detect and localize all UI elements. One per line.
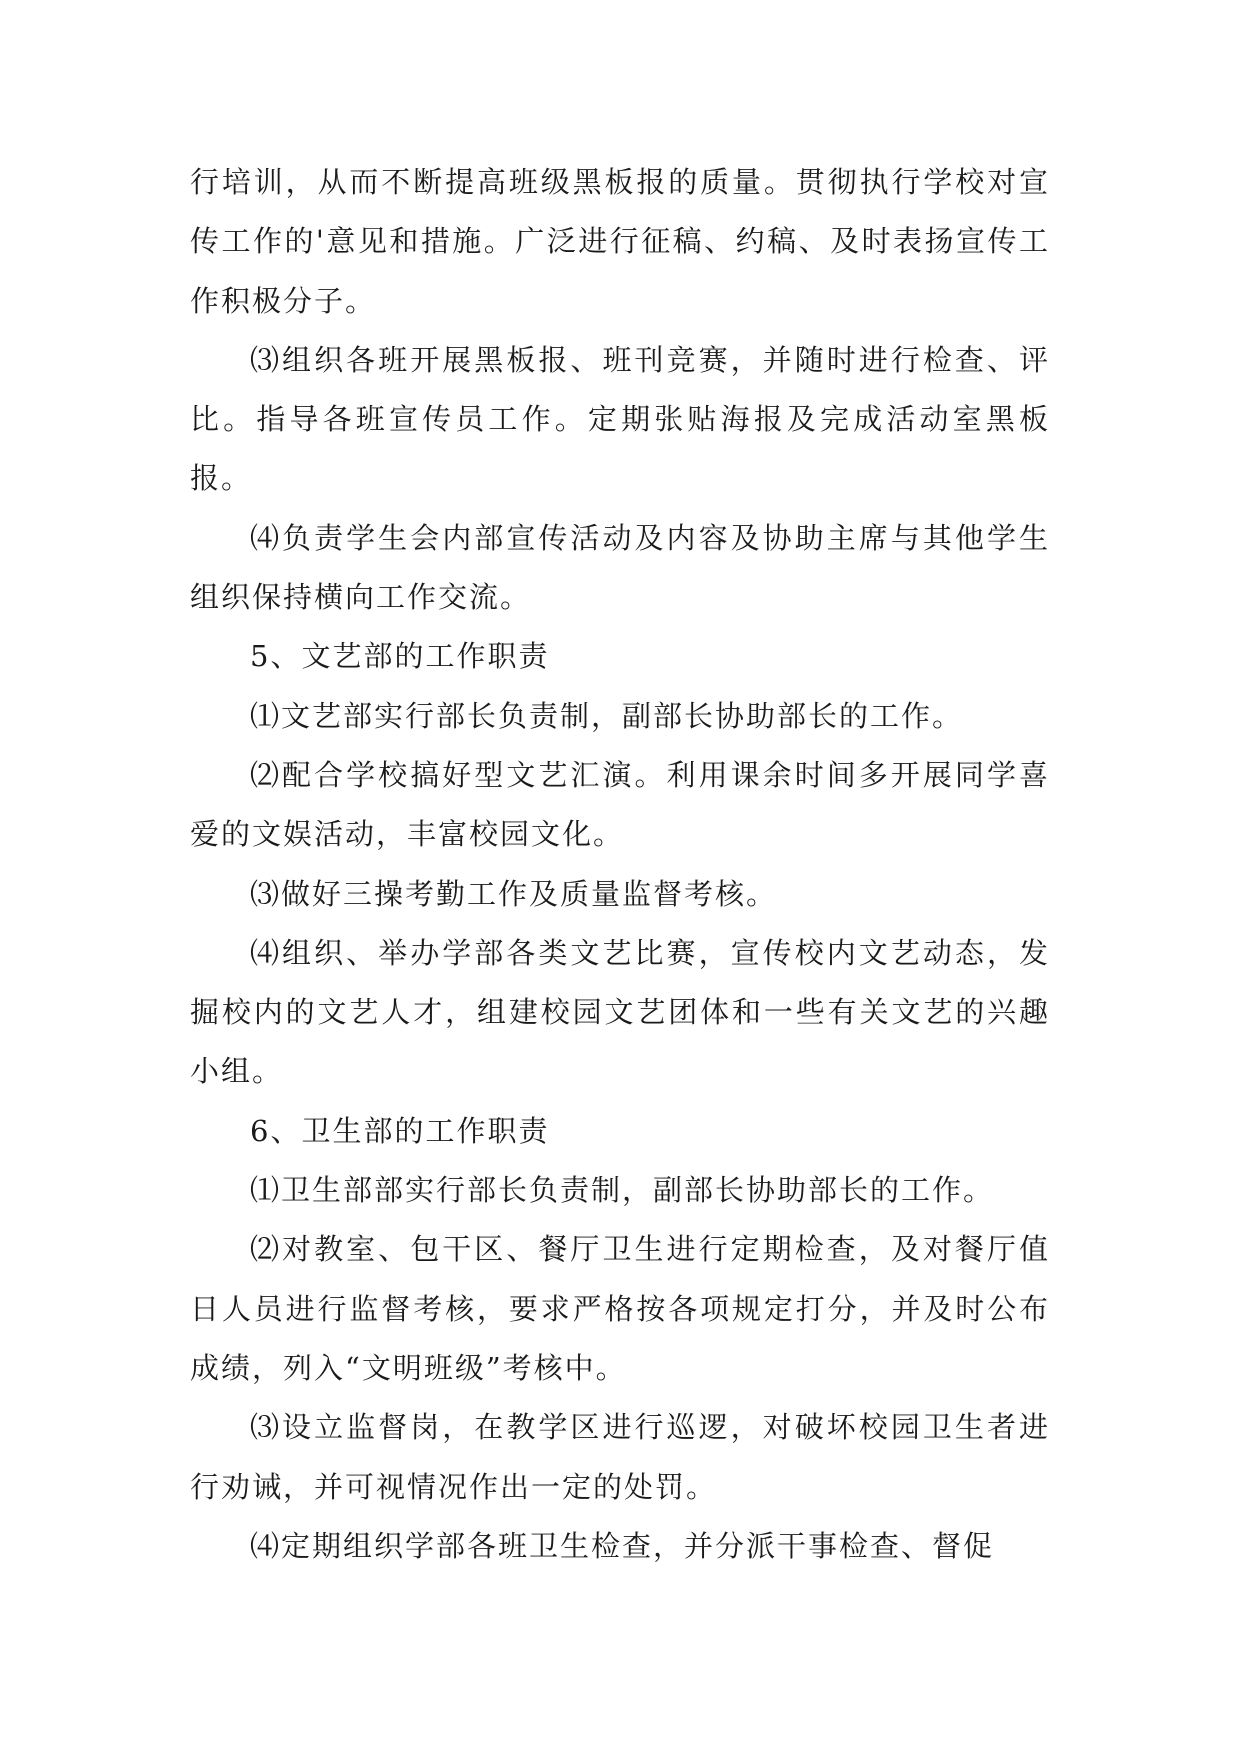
section-heading-arts: 5、文艺部的工作职责 <box>250 639 550 674</box>
document-body <box>190 153 1050 1576</box>
paragraph-item-1-health: ⑴卫生部部实行部长负责制，副部长协助部长的工作。 <box>250 1173 995 1208</box>
paragraph-item-4-arts: ⑷组织、举办学部各类文艺比赛，宣传校内文艺动态，发掘校内的文艺人才，组建校园文艺团体和一些有关文艺的兴趣小组。 <box>190 935 1050 1089</box>
paragraph-item-2-arts: ⑵配合学校搞好型文艺汇演。利用课余时间多开展同学喜爱的文娱活动，丰富校园文化。 <box>190 757 1050 852</box>
paragraph-item-3-publicity: ⑶组织各班开展黑板报、班刊竞赛，并随时进行检查、评比。指导各班宣传员工作。定期张贴海报及完成活动室黑板报。 <box>190 342 1050 496</box>
paragraph-continuation: 行培训，从而不断提高班级黑板报的质量。贯彻执行学校对宣传工作的'意见和措施。广泛进行征稿、约稿、及时表扬宣传工作积极分子。 <box>190 165 1050 318</box>
paragraph-item-3-health: ⑶设立监督岗，在教学区进行巡逻，对破坏校园卫生者进行劝诫，并可视情况作出一定的处罚。 <box>190 1410 1050 1504</box>
paragraph-item-2-health: ⑵对教室、包干区、餐厅卫生进行定期检查，及对餐厅值日人员进行监督考核，要求严格按各项规定打分，并及时公布成绩，列入“文明班级”考核中。 <box>190 1232 1050 1385</box>
paragraph-item-1-arts: ⑴文艺部实行部长负责制，副部长协助部长的工作。 <box>250 698 964 733</box>
paragraph-item-4-health: ⑷定期组织学部各班卫生检查，并分派干事检查、督促 <box>250 1528 995 1563</box>
paragraph-item-4-publicity: ⑷负责学生会内部宣传活动及内容及协助主席与其他学生组织保持横向工作交流。 <box>190 520 1050 615</box>
section-heading-health: 6、卫生部的工作职责 <box>250 1113 550 1148</box>
paragraph-item-3-arts: ⑶做好三操考勤工作及质量监督考核。 <box>250 876 778 911</box>
